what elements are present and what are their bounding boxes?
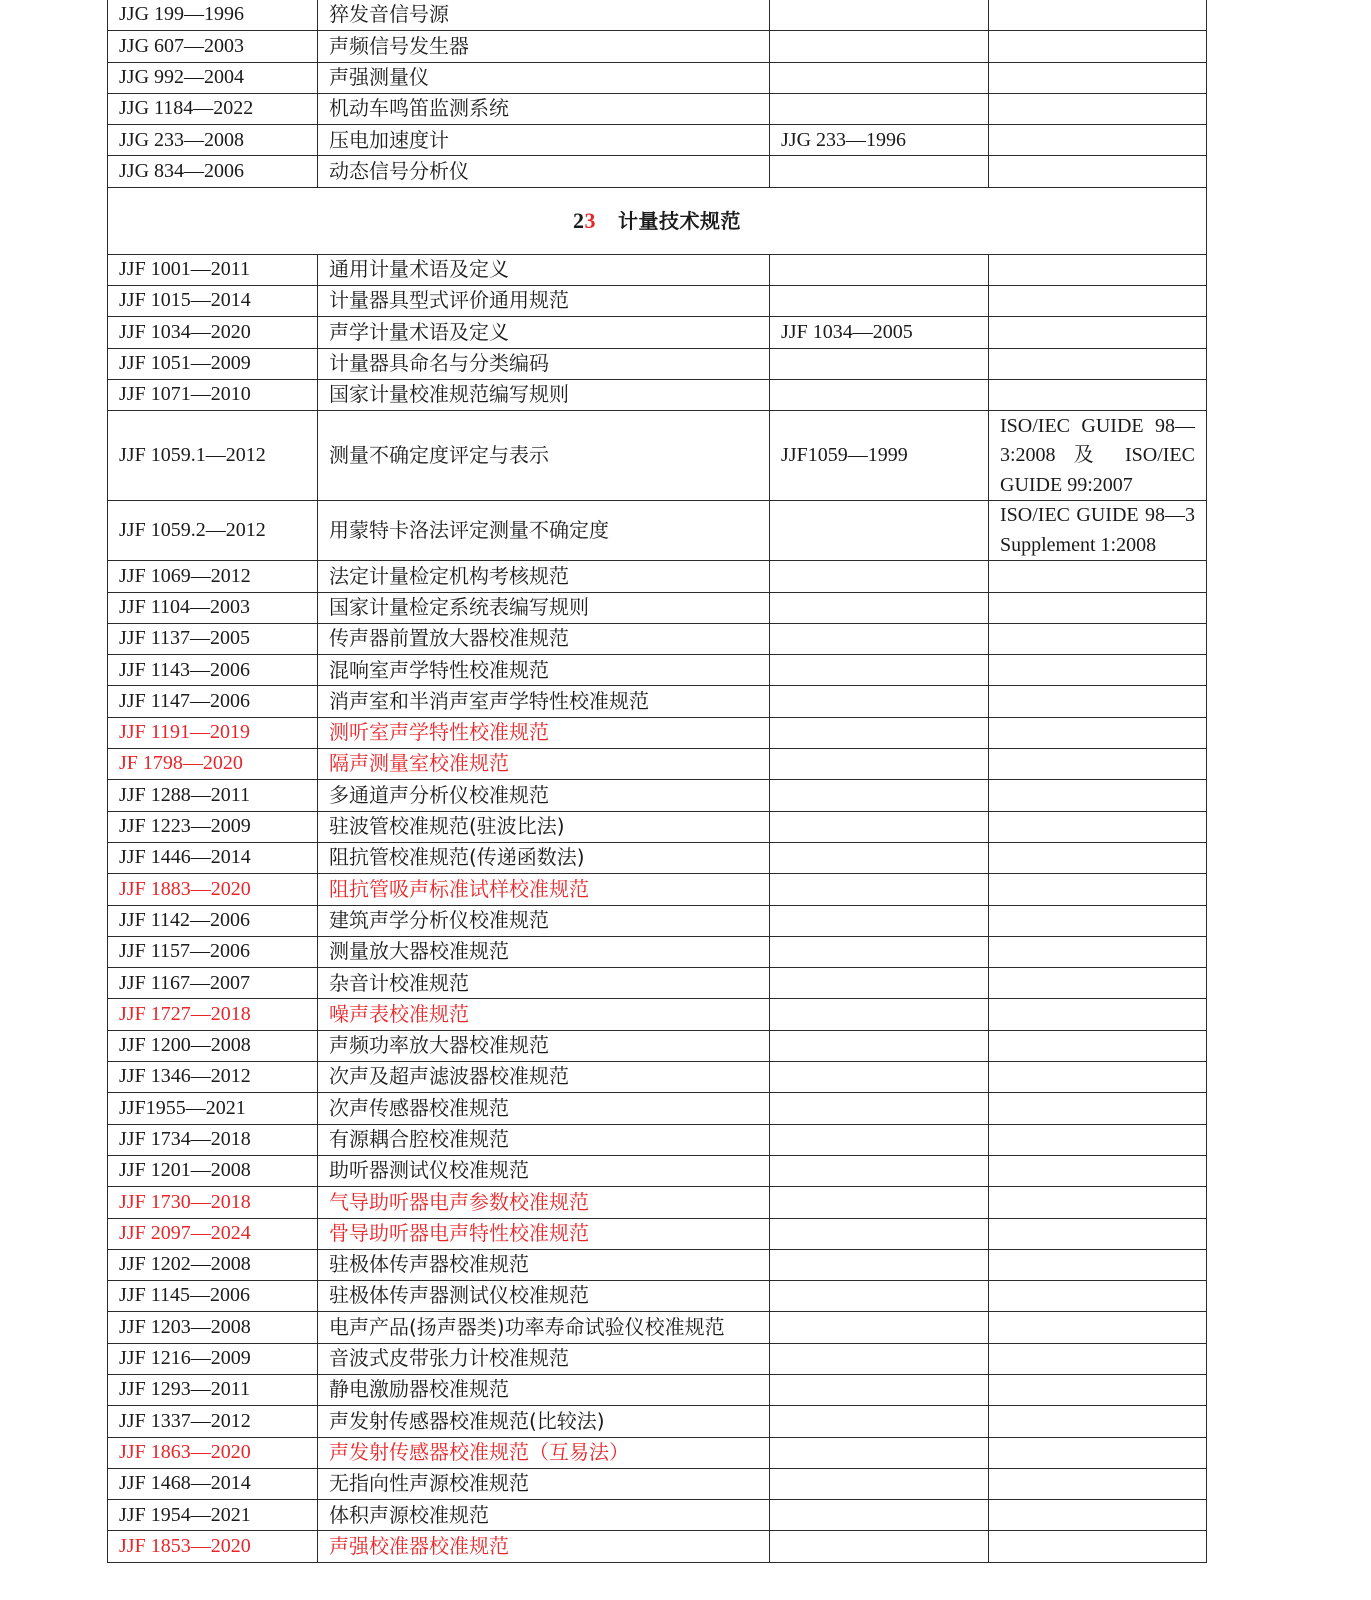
standard-code-cell: JJF 1137—2005	[108, 623, 318, 654]
adopted-international-standard-cell	[989, 1187, 1207, 1218]
table-row	[108, 717, 1207, 748]
adopted-international-standard-cell	[989, 1374, 1207, 1405]
standard-code-cell: JJF 1157—2006	[108, 936, 318, 967]
replaced-standard-cell	[770, 1531, 989, 1562]
replaced-standard-cell	[770, 1249, 989, 1280]
adopted-international-standard-cell	[989, 1312, 1207, 1343]
adopted-international-standard-cell	[989, 592, 1207, 623]
table-row	[108, 999, 1207, 1030]
section-header	[108, 187, 1207, 254]
standard-code-cell: JJF 1015—2014	[108, 286, 318, 317]
standard-code-cell: JJF 1202—2008	[108, 1249, 318, 1280]
replaced-standard-cell	[770, 1374, 989, 1405]
adopted-international-standard-cell	[989, 749, 1207, 780]
standard-name-cell: 机动车鸣笛监测系统	[318, 93, 770, 124]
replaced-standard-cell	[770, 1437, 989, 1468]
standard-name-cell: 通用计量术语及定义	[318, 254, 770, 285]
standard-name-cell: 噪声表校准规范	[318, 999, 770, 1030]
replaced-standard-cell	[770, 379, 989, 410]
standard-code-cell: JJF 1734—2018	[108, 1124, 318, 1155]
replaced-standard-cell	[770, 717, 989, 748]
standard-name-cell: 次声传感器校准规范	[318, 1093, 770, 1124]
standard-name-cell: 多通道声分析仪校准规范	[318, 780, 770, 811]
standard-code-cell: JJG 607—2003	[108, 31, 318, 62]
standard-name-cell: 无指向性声源校准规范	[318, 1468, 770, 1499]
adopted-international-standard-cell	[989, 1500, 1207, 1531]
replaced-standard-cell	[770, 905, 989, 936]
replaced-standard-cell	[770, 31, 989, 62]
replaced-standard-cell	[770, 623, 989, 654]
standard-name-cell: 体积声源校准规范	[318, 1500, 770, 1531]
section-number-part2: 3	[584, 207, 596, 233]
adopted-international-standard-cell	[989, 1249, 1207, 1280]
table-row	[108, 936, 1207, 967]
adopted-international-standard-cell	[989, 623, 1207, 654]
table-row	[108, 1281, 1207, 1312]
adopted-international-standard-cell	[989, 1218, 1207, 1249]
adopted-international-standard-cell	[989, 905, 1207, 936]
standard-code-cell: JJF 1059.1—2012	[108, 411, 318, 501]
table-row	[108, 1155, 1207, 1186]
adopted-international-standard-cell	[989, 62, 1207, 93]
standard-code-cell: JJF 1223—2009	[108, 811, 318, 842]
standard-name-cell: 计量器具型式评价通用规范	[318, 286, 770, 317]
table-row	[108, 1062, 1207, 1093]
standard-name-cell: 测量不确定度评定与表示	[318, 411, 770, 501]
standard-name-cell: 次声及超声滤波器校准规范	[318, 1062, 770, 1093]
standard-code-cell: JJG 1184—2022	[108, 93, 318, 124]
table-row	[108, 317, 1207, 348]
standard-code-cell: JJF 1346—2012	[108, 1062, 318, 1093]
replaced-standard-cell	[770, 749, 989, 780]
table-row	[108, 780, 1207, 811]
replaced-standard-cell	[770, 655, 989, 686]
table-row	[108, 905, 1207, 936]
standard-name-cell: 声强校准器校准规范	[318, 1531, 770, 1562]
table-row	[108, 125, 1207, 156]
table-row	[108, 348, 1207, 379]
standard-code-cell: JJF 1446—2014	[108, 842, 318, 873]
standard-code-cell: JJF 1147—2006	[108, 686, 318, 717]
adopted-international-standard-cell	[989, 655, 1207, 686]
standard-name-cell: 国家计量检定系统表编写规则	[318, 592, 770, 623]
standard-name-cell: 杂音计校准规范	[318, 968, 770, 999]
standard-name-cell: 传声器前置放大器校准规范	[318, 623, 770, 654]
replaced-standard-cell	[770, 1343, 989, 1374]
standard-name-cell: 国家计量校准规范编写规则	[318, 379, 770, 410]
standard-code-cell: JJF 1059.2—2012	[108, 501, 318, 561]
table-row	[108, 501, 1207, 561]
adopted-international-standard-cell	[989, 1155, 1207, 1186]
adopted-international-standard-cell	[989, 0, 1207, 31]
adopted-international-standard-cell	[989, 1030, 1207, 1061]
standard-code-cell: JJG 992—2004	[108, 62, 318, 93]
standard-name-cell: 有源耦合腔校准规范	[318, 1124, 770, 1155]
adopted-international-standard-cell	[989, 31, 1207, 62]
standard-code-cell: JJF 1883—2020	[108, 874, 318, 905]
table-body-after-section	[108, 254, 1207, 1562]
standard-code-cell: JF 1798—2020	[108, 749, 318, 780]
standard-code-cell: JJF 1337—2012	[108, 1406, 318, 1437]
adopted-international-standard-cell	[989, 780, 1207, 811]
adopted-international-standard-cell	[989, 1281, 1207, 1312]
replaced-standard-cell	[770, 874, 989, 905]
adopted-international-standard-cell	[989, 1093, 1207, 1124]
adopted-international-standard-cell	[989, 1124, 1207, 1155]
standard-name-cell: 电声产品(扬声器类)功率寿命试验仪校准规范	[318, 1312, 770, 1343]
adopted-international-standard-cell	[989, 1468, 1207, 1499]
standard-name-cell: 消声室和半消声室声学特性校准规范	[318, 686, 770, 717]
table-row	[108, 623, 1207, 654]
replaced-standard-cell	[770, 780, 989, 811]
adopted-international-standard-cell	[989, 125, 1207, 156]
standard-name-cell: 用蒙特卡洛法评定测量不确定度	[318, 501, 770, 561]
standard-code-cell: JJF 1288—2011	[108, 780, 318, 811]
table-row	[108, 0, 1207, 31]
adopted-international-standard-cell	[989, 936, 1207, 967]
standards-table	[107, 0, 1207, 1563]
replaced-standard-cell	[770, 1187, 989, 1218]
table-row	[108, 655, 1207, 686]
standard-name-cell: 声发射传感器校准规范(比较法)	[318, 1406, 770, 1437]
adopted-international-standard-cell	[989, 254, 1207, 285]
table-row	[108, 1312, 1207, 1343]
table-row	[108, 156, 1207, 187]
standard-code-cell: JJG 233—2008	[108, 125, 318, 156]
adopted-international-standard-cell	[989, 874, 1207, 905]
table-row	[108, 1531, 1207, 1562]
table-row	[108, 31, 1207, 62]
table-row	[108, 561, 1207, 592]
adopted-international-standard-cell	[989, 156, 1207, 187]
standard-name-cell: 驻极体传声器测试仪校准规范	[318, 1281, 770, 1312]
standard-name-cell: 混响室声学特性校准规范	[318, 655, 770, 686]
standard-name-cell: 阻抗管校准规范(传递函数法)	[318, 842, 770, 873]
adopted-international-standard-cell	[989, 1343, 1207, 1374]
adopted-international-standard-cell	[989, 561, 1207, 592]
adopted-international-standard-cell	[989, 811, 1207, 842]
replaced-standard-cell	[770, 842, 989, 873]
table-row	[108, 1218, 1207, 1249]
standard-name-cell: 气导助听器电声参数校准规范	[318, 1187, 770, 1218]
standard-code-cell: JJF 1145—2006	[108, 1281, 318, 1312]
table-row	[108, 1437, 1207, 1468]
replaced-standard-cell	[770, 62, 989, 93]
replaced-standard-cell	[770, 999, 989, 1030]
replaced-standard-cell	[770, 501, 989, 561]
standard-code-cell: JJF 1468—2014	[108, 1468, 318, 1499]
adopted-international-standard-cell	[989, 1437, 1207, 1468]
standard-name-cell: 测听室声学特性校准规范	[318, 717, 770, 748]
standard-code-cell: JJF 1069—2012	[108, 561, 318, 592]
section-header-body	[108, 187, 1207, 254]
standard-code-cell: JJF 1293—2011	[108, 1374, 318, 1405]
standard-name-cell: 静电激励器校准规范	[318, 1374, 770, 1405]
adopted-international-standard-cell	[989, 348, 1207, 379]
standard-code-cell: JJF 1191—2019	[108, 717, 318, 748]
table-row	[108, 1249, 1207, 1280]
adopted-international-standard-cell	[989, 842, 1207, 873]
adopted-international-standard-cell	[989, 286, 1207, 317]
standard-name-cell: 声学计量术语及定义	[318, 317, 770, 348]
table-row	[108, 811, 1207, 842]
table-row	[108, 1030, 1207, 1061]
section-title: 计量技术规范	[618, 208, 741, 233]
adopted-international-standard-cell	[989, 1062, 1207, 1093]
table-row	[108, 1093, 1207, 1124]
standard-name-cell: 法定计量检定机构考核规范	[318, 561, 770, 592]
replaced-standard-cell	[770, 1500, 989, 1531]
replaced-standard-cell	[770, 1218, 989, 1249]
standard-name-cell: 测量放大器校准规范	[318, 936, 770, 967]
table-row	[108, 592, 1207, 623]
table-row	[108, 1500, 1207, 1531]
table-row	[108, 254, 1207, 285]
table-row	[108, 1187, 1207, 1218]
standard-code-cell: JJF 1853—2020	[108, 1531, 318, 1562]
adopted-international-standard-cell	[989, 717, 1207, 748]
replaced-standard-cell: JJG 233—1996	[770, 125, 989, 156]
standard-code-cell: JJG 834—2006	[108, 156, 318, 187]
replaced-standard-cell	[770, 156, 989, 187]
adopted-international-standard-cell	[989, 1531, 1207, 1562]
replaced-standard-cell	[770, 1312, 989, 1343]
standard-code-cell: JJF1955—2021	[108, 1093, 318, 1124]
adopted-international-standard-cell: ISO/IEC GUIDE 98—3 Supplement 1:2008	[989, 501, 1207, 561]
replaced-standard-cell	[770, 561, 989, 592]
table-row	[108, 874, 1207, 905]
standard-name-cell: 计量器具命名与分类编码	[318, 348, 770, 379]
standard-name-cell: 助听器测试仪校准规范	[318, 1155, 770, 1186]
replaced-standard-cell	[770, 1406, 989, 1437]
replaced-standard-cell	[770, 968, 989, 999]
replaced-standard-cell: JJF 1034—2005	[770, 317, 989, 348]
standard-code-cell: JJF 1954—2021	[108, 1500, 318, 1531]
standard-name-cell: 声频功率放大器校准规范	[318, 1030, 770, 1061]
standard-code-cell: JJF 1071—2010	[108, 379, 318, 410]
standard-name-cell: 声强测量仪	[318, 62, 770, 93]
table-body-before-section	[108, 0, 1207, 187]
replaced-standard-cell	[770, 348, 989, 379]
standard-code-cell: JJF 1730—2018	[108, 1187, 318, 1218]
adopted-international-standard-cell	[989, 1406, 1207, 1437]
standard-code-cell: JJG 199—1996	[108, 0, 318, 31]
table-row	[108, 1343, 1207, 1374]
replaced-standard-cell	[770, 1062, 989, 1093]
table-row	[108, 842, 1207, 873]
standard-code-cell: JJF 1216—2009	[108, 1343, 318, 1374]
replaced-standard-cell	[770, 0, 989, 31]
adopted-international-standard-cell	[989, 999, 1207, 1030]
table-row	[108, 686, 1207, 717]
replaced-standard-cell	[770, 1155, 989, 1186]
standard-code-cell: JJF 1001—2011	[108, 254, 318, 285]
standard-name-cell: 声发射传感器校准规范（互易法）	[318, 1437, 770, 1468]
replaced-standard-cell	[770, 93, 989, 124]
standard-code-cell: JJF 1203—2008	[108, 1312, 318, 1343]
standard-code-cell: JJF 1142—2006	[108, 905, 318, 936]
standard-name-cell: 隔声测量室校准规范	[318, 749, 770, 780]
replaced-standard-cell	[770, 1281, 989, 1312]
adopted-international-standard-cell: ISO/IEC GUIDE 98—3:2008 及 ISO/IEC GUIDE 99:2007	[989, 411, 1207, 501]
standard-code-cell: JJF 1104—2003	[108, 592, 318, 623]
adopted-international-standard-cell	[989, 317, 1207, 348]
standard-name-cell: 骨导助听器电声特性校准规范	[318, 1218, 770, 1249]
adopted-international-standard-cell	[989, 93, 1207, 124]
standard-name-cell: 声频信号发生器	[318, 31, 770, 62]
table-row	[108, 749, 1207, 780]
standard-name-cell: 压电加速度计	[318, 125, 770, 156]
replaced-standard-cell: JJF1059—1999	[770, 411, 989, 501]
section-header-row	[108, 187, 1207, 254]
table-row	[108, 379, 1207, 410]
section-number-part1: 2	[573, 207, 585, 233]
standard-code-cell: JJF 1143—2006	[108, 655, 318, 686]
table-row	[108, 62, 1207, 93]
standard-code-cell: JJF 2097—2024	[108, 1218, 318, 1249]
adopted-international-standard-cell	[989, 379, 1207, 410]
table-row	[108, 1374, 1207, 1405]
standard-name-cell: 猝发音信号源	[318, 0, 770, 31]
table-row	[108, 286, 1207, 317]
replaced-standard-cell	[770, 592, 989, 623]
replaced-standard-cell	[770, 811, 989, 842]
replaced-standard-cell	[770, 254, 989, 285]
standard-code-cell: JJF 1034—2020	[108, 317, 318, 348]
replaced-standard-cell	[770, 1124, 989, 1155]
standard-code-cell: JJF 1200—2008	[108, 1030, 318, 1061]
standard-name-cell: 驻极体传声器校准规范	[318, 1249, 770, 1280]
standard-name-cell: 音波式皮带张力计校准规范	[318, 1343, 770, 1374]
table-row	[108, 411, 1207, 501]
replaced-standard-cell	[770, 1030, 989, 1061]
table-row	[108, 93, 1207, 124]
replaced-standard-cell	[770, 286, 989, 317]
adopted-international-standard-cell	[989, 968, 1207, 999]
standard-code-cell: JJF 1727—2018	[108, 999, 318, 1030]
standard-code-cell: JJF 1201—2008	[108, 1155, 318, 1186]
table-row	[108, 968, 1207, 999]
standard-code-cell: JJF 1051—2009	[108, 348, 318, 379]
replaced-standard-cell	[770, 936, 989, 967]
standard-name-cell: 动态信号分析仪	[318, 156, 770, 187]
standard-name-cell: 驻波管校准规范(驻波比法)	[318, 811, 770, 842]
standard-name-cell: 阻抗管吸声标准试样校准规范	[318, 874, 770, 905]
replaced-standard-cell	[770, 686, 989, 717]
standard-code-cell: JJF 1167—2007	[108, 968, 318, 999]
table-row	[108, 1406, 1207, 1437]
standard-name-cell: 建筑声学分析仪校准规范	[318, 905, 770, 936]
standard-code-cell: JJF 1863—2020	[108, 1437, 318, 1468]
adopted-international-standard-cell	[989, 686, 1207, 717]
table-row	[108, 1468, 1207, 1499]
replaced-standard-cell	[770, 1468, 989, 1499]
replaced-standard-cell	[770, 1093, 989, 1124]
table-row	[108, 1124, 1207, 1155]
